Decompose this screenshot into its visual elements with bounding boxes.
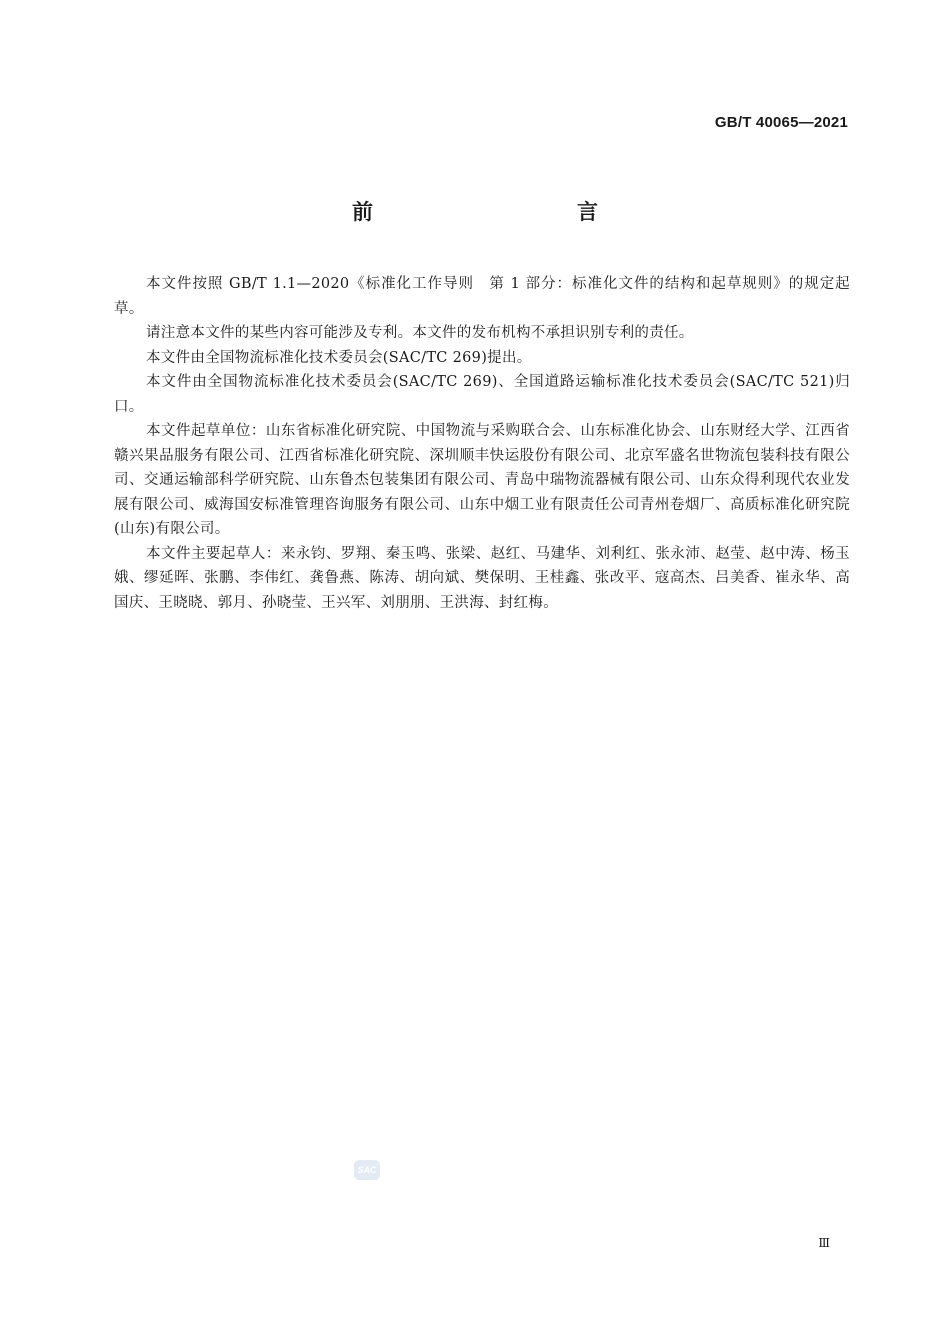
sac-logo-text: SAC (357, 1165, 377, 1175)
paragraph-under-jurisdiction: 本文件由全国物流标准化技术委员会(SAC/TC 269)、全国道路运输标准化技术委员会(SAC/TC 521)归口。 (114, 374, 850, 415)
sac-watermark-logo (354, 1160, 380, 1180)
page-title: 前 言 (352, 200, 652, 224)
paragraph-drafting-organizations: 本文件起草单位：山东省标准化研究院、中国物流与采购联合会、山东标准化协会、山东财经大学、江西省赣兴果品服务有限公司、江西省标准化研究院、深圳顺丰快运股份有限公司、北京军盛名世物流包装科技有限公司、交通运输部科学研究院、山东鲁杰包装集团有限公司、青岛中瑞物流器械有限公司、山东众得利现代农业发展有限公司、威海国安标准管理咨询服务有限公司、山东中烟工业有限责任公司青州卷烟厂、高质标准化研究院(山东)有限公司。 (114, 423, 850, 537)
paragraph-drafting-rules: 本文件按照 GB/T 1.1—2020《标准化工作导则 第 1 部分：标准化文件的结构和起草规则》的规定起草。 (114, 276, 850, 317)
paragraph-patent-notice: 请注意本文件的某些内容可能涉及专利。本文件的发布机构不承担识别专利的责任。 (146, 325, 694, 341)
paragraph-main-drafters: 本文件主要起草人：来永钧、罗翔、秦玉鸣、张梁、赵红、马建华、刘利红、张永沛、赵莹、赵中涛、杨玉娥、缪延晖、张鹏、李伟红、龚鲁燕、陈涛、胡向斌、樊保明、王桂鑫、张改平、寇高杰、吕美香、崔永华、高国庆、王晓晓、郭月、孙晓莹、王兴军、刘朋朋、王洪海、封红梅。 (114, 545, 850, 611)
foreword-body (114, 272, 850, 615)
standard-code: GB/T 40065—2021 (714, 114, 848, 131)
paragraph-proposed-by: 本文件由全国物流标准化技术委员会(SAC/TC 269)提出。 (146, 349, 532, 366)
page-number: Ⅲ (818, 1236, 830, 1250)
